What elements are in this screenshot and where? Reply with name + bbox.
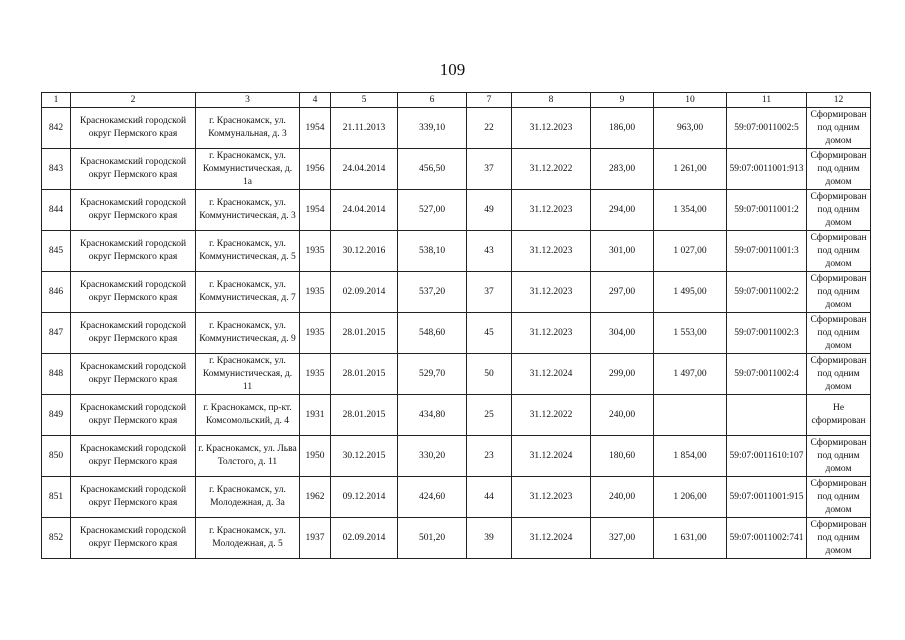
cell-value-a: 240,00: [591, 395, 654, 436]
column-header-11: 11: [727, 93, 807, 108]
column-header-8: 8: [512, 93, 591, 108]
cell-build-year: 1956: [300, 149, 331, 190]
cell-value-a: 186,00: [591, 108, 654, 149]
cell-land-status: Не сформирован: [807, 395, 871, 436]
table-row: [42, 354, 871, 395]
cell-row-number: 849: [42, 395, 71, 436]
cell-planned-date: 31.12.2024: [512, 354, 591, 395]
cell-cadastral-number: 59:07:0011002:4: [727, 354, 807, 395]
cell-land-status: Сформирован под одним домом: [807, 190, 871, 231]
table-row: [42, 231, 871, 272]
cell-value-b: 1 261,00: [654, 149, 727, 190]
cell-municipality: Краснокамский городской округ Пермского края: [71, 477, 196, 518]
cell-date: 28.01.2015: [331, 313, 398, 354]
table-row: [42, 108, 871, 149]
cell-planned-date: 31.12.2023: [512, 272, 591, 313]
page-number: 109: [439, 60, 466, 79]
cell-cadastral-number: 59:07:0011610:107: [727, 436, 807, 477]
cell-value-b: 1 854,00: [654, 436, 727, 477]
cell-date: 24.04.2014: [331, 190, 398, 231]
table-row: [42, 477, 871, 518]
cell-residents: 22: [467, 108, 512, 149]
cell-cadastral-number: [727, 395, 807, 436]
cell-planned-date: 31.12.2023: [512, 190, 591, 231]
cell-planned-date: 31.12.2022: [512, 149, 591, 190]
column-header-9: 9: [591, 93, 654, 108]
cell-address: г. Краснокамск, ул. Льва Толстого, д. 11: [196, 436, 300, 477]
cell-date: 02.09.2014: [331, 518, 398, 559]
cell-value-b: 1 354,00: [654, 190, 727, 231]
column-header-1: 1: [42, 93, 71, 108]
cell-date: 28.01.2015: [331, 354, 398, 395]
cell-row-number: 845: [42, 231, 71, 272]
cell-residents: 23: [467, 436, 512, 477]
cell-municipality: Краснокамский городской округ Пермского края: [71, 313, 196, 354]
cell-planned-date: 31.12.2024: [512, 518, 591, 559]
cell-row-number: 843: [42, 149, 71, 190]
cell-cadastral-number: 59:07:0011002:3: [727, 313, 807, 354]
cell-municipality: Краснокамский городской округ Пермского края: [71, 354, 196, 395]
cell-planned-date: 31.12.2023: [512, 231, 591, 272]
cell-address: г. Краснокамск, ул. Коммунистическая, д. 5: [196, 231, 300, 272]
cell-date: 09.12.2014: [331, 477, 398, 518]
cell-build-year: 1931: [300, 395, 331, 436]
cell-area: 330,20: [398, 436, 467, 477]
cell-date: 21.11.2013: [331, 108, 398, 149]
cell-land-status: Сформирован под одним домом: [807, 354, 871, 395]
cell-planned-date: 31.12.2022: [512, 395, 591, 436]
cell-build-year: 1954: [300, 108, 331, 149]
cell-area: 456,50: [398, 149, 467, 190]
column-header-2: 2: [71, 93, 196, 108]
cell-land-status: Сформирован под одним домом: [807, 149, 871, 190]
cell-date: 02.09.2014: [331, 272, 398, 313]
cell-planned-date: 31.12.2023: [512, 313, 591, 354]
cell-value-a: 283,00: [591, 149, 654, 190]
cell-row-number: 842: [42, 108, 71, 149]
cell-address: г. Краснокамск, пр-кт. Комсомольский, д. 4: [196, 395, 300, 436]
cell-residents: 39: [467, 518, 512, 559]
cell-land-status: Сформирован под одним домом: [807, 313, 871, 354]
cell-row-number: 851: [42, 477, 71, 518]
cell-municipality: Краснокамский городской округ Пермского края: [71, 518, 196, 559]
cell-residents: 37: [467, 149, 512, 190]
table-body: [42, 108, 871, 559]
cell-area: 527,00: [398, 190, 467, 231]
cell-land-status: Сформирован под одним домом: [807, 231, 871, 272]
cell-value-a: 297,00: [591, 272, 654, 313]
table-row: [42, 313, 871, 354]
cell-value-a: 299,00: [591, 354, 654, 395]
cell-area: 537,20: [398, 272, 467, 313]
table-row: [42, 395, 871, 436]
table-row: [42, 149, 871, 190]
cell-area: 538,10: [398, 231, 467, 272]
cell-address: г. Краснокамск, ул. Коммунальная, д. 3: [196, 108, 300, 149]
cell-row-number: 848: [42, 354, 71, 395]
cell-municipality: Краснокамский городской округ Пермского края: [71, 231, 196, 272]
cell-value-a: 304,00: [591, 313, 654, 354]
cell-build-year: 1962: [300, 477, 331, 518]
cell-residents: 37: [467, 272, 512, 313]
cell-value-b: 1 553,00: [654, 313, 727, 354]
table-row: [42, 436, 871, 477]
cell-value-a: 301,00: [591, 231, 654, 272]
column-header-7: 7: [467, 93, 512, 108]
cell-date: 28.01.2015: [331, 395, 398, 436]
cell-residents: 45: [467, 313, 512, 354]
cell-area: 501,20: [398, 518, 467, 559]
cell-value-b: 1 631,00: [654, 518, 727, 559]
cell-municipality: Краснокамский городской округ Пермского края: [71, 272, 196, 313]
cell-value-b: 1 495,00: [654, 272, 727, 313]
cell-build-year: 1935: [300, 313, 331, 354]
cell-municipality: Краснокамский городской округ Пермского края: [71, 190, 196, 231]
cell-row-number: 844: [42, 190, 71, 231]
cell-value-b: 1 206,00: [654, 477, 727, 518]
cell-value-a: 180,60: [591, 436, 654, 477]
column-header-6: 6: [398, 93, 467, 108]
cell-municipality: Краснокамский городской округ Пермского края: [71, 108, 196, 149]
table-row: [42, 190, 871, 231]
cell-municipality: Краснокамский городской округ Пермского края: [71, 395, 196, 436]
column-header-5: 5: [331, 93, 398, 108]
cell-address: г. Краснокамск, ул. Коммунистическая, д. 9: [196, 313, 300, 354]
cell-date: 24.04.2014: [331, 149, 398, 190]
cell-value-b: 1 497,00: [654, 354, 727, 395]
column-header-4: 4: [300, 93, 331, 108]
cell-build-year: 1950: [300, 436, 331, 477]
table-row: [42, 272, 871, 313]
table-row: [42, 518, 871, 559]
cell-land-status: Сформирован под одним домом: [807, 477, 871, 518]
cell-residents: 44: [467, 477, 512, 518]
cell-cadastral-number: 59:07:0011001:915: [727, 477, 807, 518]
cell-address: г. Краснокамск, ул. Коммунистическая, д. 7: [196, 272, 300, 313]
cell-cadastral-number: 59:07:0011002:2: [727, 272, 807, 313]
cell-cadastral-number: 59:07:0011001:3: [727, 231, 807, 272]
cell-row-number: 846: [42, 272, 71, 313]
cell-cadastral-number: 59:07:0011002:741: [727, 518, 807, 559]
cell-value-b: 1 027,00: [654, 231, 727, 272]
cell-build-year: 1954: [300, 190, 331, 231]
cell-address: г. Краснокамск, ул. Молодежная, д. 3а: [196, 477, 300, 518]
cell-residents: 49: [467, 190, 512, 231]
cell-residents: 50: [467, 354, 512, 395]
cell-cadastral-number: 59:07:0011001:913: [727, 149, 807, 190]
cell-row-number: 847: [42, 313, 71, 354]
cell-row-number: 850: [42, 436, 71, 477]
cell-value-a: 327,00: [591, 518, 654, 559]
cell-planned-date: 31.12.2023: [512, 477, 591, 518]
cell-residents: 43: [467, 231, 512, 272]
cell-area: 424,60: [398, 477, 467, 518]
cell-planned-date: 31.12.2024: [512, 436, 591, 477]
cell-build-year: 1935: [300, 231, 331, 272]
cell-area: 339,10: [398, 108, 467, 149]
cell-date: 30.12.2016: [331, 231, 398, 272]
cell-date: 30.12.2015: [331, 436, 398, 477]
cell-cadastral-number: 59:07:0011002:5: [727, 108, 807, 149]
cell-area: 434,80: [398, 395, 467, 436]
cell-value-a: 240,00: [591, 477, 654, 518]
cell-address: г. Краснокамск, ул. Коммунистическая, д. 3: [196, 190, 300, 231]
cell-value-b: [654, 395, 727, 436]
cell-land-status: Сформирован под одним домом: [807, 272, 871, 313]
cell-build-year: 1935: [300, 272, 331, 313]
cell-build-year: 1937: [300, 518, 331, 559]
column-header-12: 12: [807, 93, 871, 108]
cell-municipality: Краснокамский городской округ Пермского края: [71, 149, 196, 190]
cell-address: г. Краснокамск, ул. Молодежная, д. 5: [196, 518, 300, 559]
cell-residents: 25: [467, 395, 512, 436]
cell-cadastral-number: 59:07:0011001:2: [727, 190, 807, 231]
column-header-10: 10: [654, 93, 727, 108]
cell-row-number: 852: [42, 518, 71, 559]
cell-value-a: 294,00: [591, 190, 654, 231]
cell-land-status: Сформирован под одним домом: [807, 518, 871, 559]
cell-address: г. Краснокамск, ул. Коммунистическая, д. 11: [196, 354, 300, 395]
housing-register-table: [41, 92, 871, 559]
cell-area: 548,60: [398, 313, 467, 354]
cell-land-status: Сформирован под одним домом: [807, 108, 871, 149]
column-header-3: 3: [196, 93, 300, 108]
cell-municipality: Краснокамский городской округ Пермского края: [71, 436, 196, 477]
cell-area: 529,70: [398, 354, 467, 395]
cell-planned-date: 31.12.2023: [512, 108, 591, 149]
cell-land-status: Сформирован под одним домом: [807, 436, 871, 477]
cell-build-year: 1935: [300, 354, 331, 395]
header-row: [42, 93, 871, 108]
cell-value-b: 963,00: [654, 108, 727, 149]
cell-address: г. Краснокамск, ул. Коммунистическая, д. 1а: [196, 149, 300, 190]
